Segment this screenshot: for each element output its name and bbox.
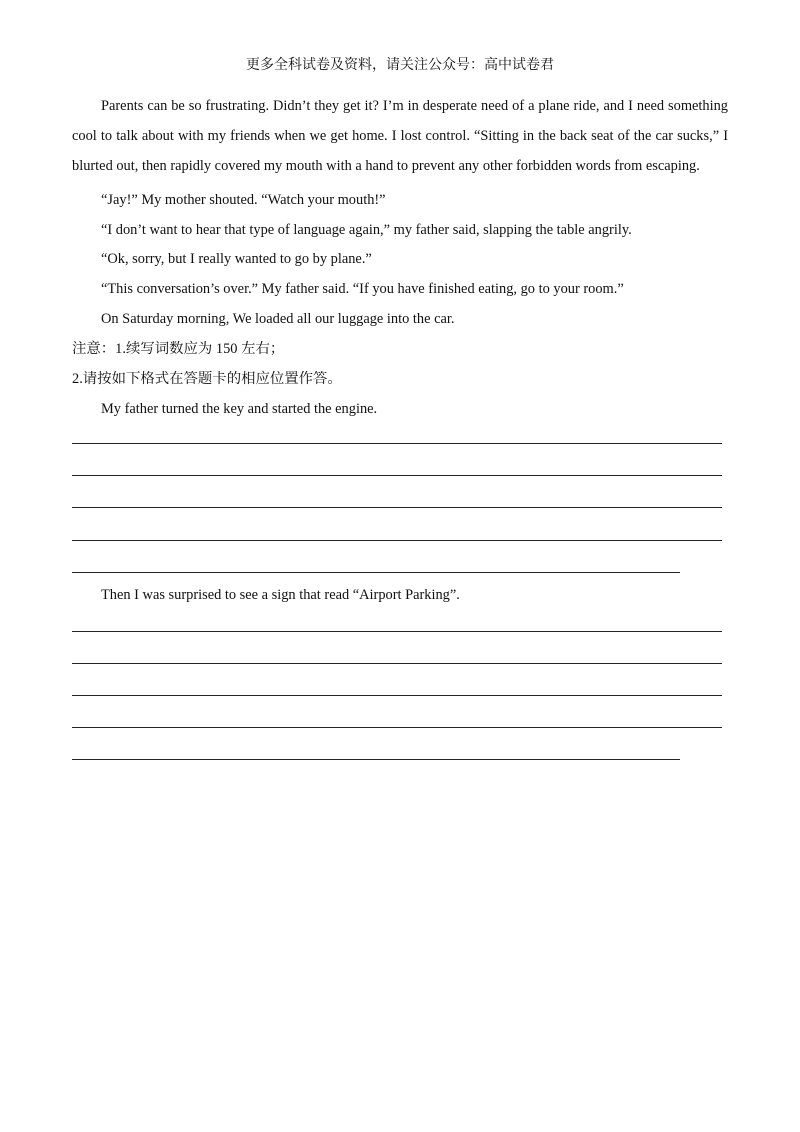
note-word-count: 注意：1.续写词数应为 150 左右； <box>72 341 285 357</box>
answer-line[interactable] <box>72 695 722 696</box>
story-line-1: “Jay!” My mother shouted. “Watch your mouth!” <box>101 192 386 208</box>
answer-line[interactable] <box>72 631 722 632</box>
answer-line[interactable] <box>72 759 680 760</box>
paragraph-prompt-2: Then I was surprised to see a sign that read “Airport Parking”. <box>101 587 460 603</box>
story-line-3: “Ok, sorry, but I really wanted to go by plane.” <box>101 251 372 267</box>
answer-line[interactable] <box>72 475 722 476</box>
story-line-2: “I don’t want to hear that type of language again,” my father said, slapping the table angrily. <box>101 222 632 238</box>
story-opening-paragraph: Parents can be so frustrating. Didn’t they get it? I’m in desperate need of a plane ride, and I need something cool to talk about with my friends when we get home. I lost control. “Sitting in the back seat of the car sucks,” I blurted out, then rapidly covered my mouth with a hand to prevent any other forbidden words from escaping. <box>72 98 728 174</box>
answer-line[interactable] <box>72 572 680 573</box>
paragraph-prompt-1: My father turned the key and started the engine. <box>101 401 378 417</box>
page-header: 更多全科试卷及资料，请关注公众号：高中试卷君 <box>246 58 554 73</box>
note-format: 2.请按如下格式在答题卡的相应位置作答。 <box>72 371 342 387</box>
answer-line[interactable] <box>72 540 722 541</box>
answer-line[interactable] <box>72 727 722 728</box>
story-line-5: On Saturday morning, We loaded all our luggage into the car. <box>101 311 455 327</box>
answer-line[interactable] <box>72 443 722 444</box>
story-line-4: “This conversation’s over.” My father said. “If you have finished eating, go to your room.” <box>101 281 624 297</box>
answer-line[interactable] <box>72 663 722 664</box>
answer-line[interactable] <box>72 507 722 508</box>
